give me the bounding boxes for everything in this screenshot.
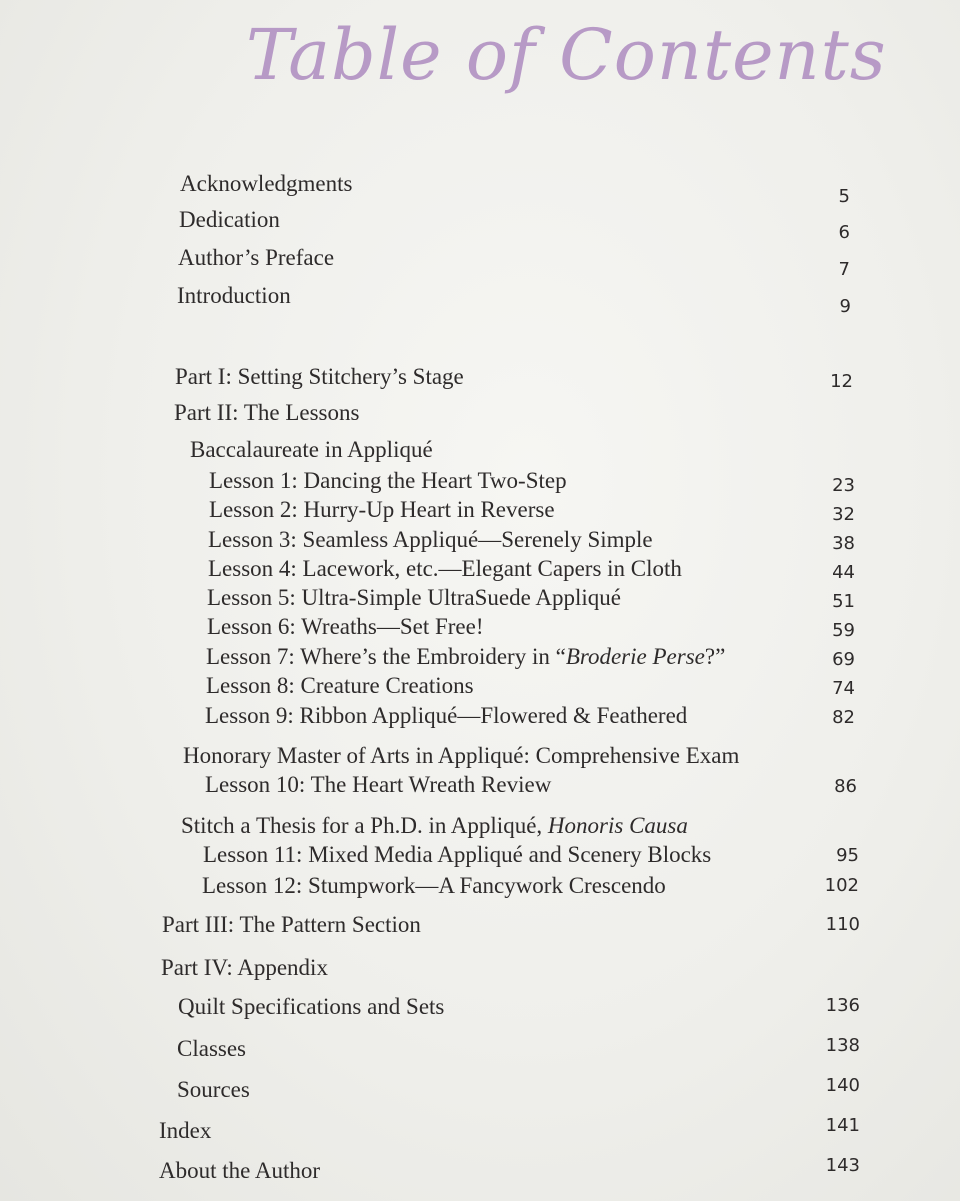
page-title: Table of Contents	[246, 14, 887, 96]
phd-heading-prefix: Stitch a Thesis for a Ph.D. in Appliqué,	[181, 813, 548, 838]
toc-page-lesson-4: 44	[832, 562, 855, 583]
toc-entry-sources: Sources	[177, 1077, 250, 1102]
toc-page-lesson-7: 69	[832, 649, 855, 670]
toc-entry-part-4: Part IV: Appendix	[161, 955, 328, 980]
toc-entry-quilt-specifications: Quilt Specifications and Sets	[178, 994, 445, 1019]
toc-entry-acknowledgments: Acknowledgments	[180, 171, 353, 196]
toc-page-classes: 138	[825, 1035, 860, 1056]
toc-page-lesson-12: 102	[824, 875, 859, 896]
toc-page-dedication: 6	[838, 222, 850, 243]
toc-subheading-masters: Honorary Master of Arts in Appliqué: Comprehensive Exam	[183, 743, 740, 768]
toc-entry-part-2: Part II: The Lessons	[174, 400, 360, 425]
toc-entry-authors-preface: Author’s Preface	[178, 245, 335, 270]
toc-page-index: 141	[825, 1115, 860, 1136]
toc-page-quilt-specifications: 136	[825, 995, 860, 1016]
toc-page-introduction: 9	[839, 296, 851, 317]
toc-page-lesson-10: 86	[834, 776, 857, 797]
toc-page-lesson-3: 38	[832, 533, 855, 554]
toc-page-lesson-6: 59	[832, 620, 855, 641]
toc-entry-lesson-3: Lesson 3: Seamless Appliqué—Serenely Simple	[208, 527, 653, 552]
lesson-7-label-suffix: ?”	[704, 644, 726, 669]
toc-entry-lesson-9: Lesson 9: Ribbon Appliqué—Flowered & Feathered	[205, 703, 688, 728]
lesson-7-label-prefix: Lesson 7: Where’s the Embroidery in “	[206, 644, 566, 669]
toc-entry-part-3: Part III: The Pattern Section	[162, 912, 421, 937]
lesson-7-label-italic: Broderie Perse	[565, 644, 705, 669]
toc-entry-lesson-6: Lesson 6: Wreaths—Set Free!	[207, 614, 484, 639]
toc-entry-lesson-7	[206, 645, 725, 668]
phd-heading-italic: Honoris Causa	[547, 813, 688, 838]
toc-page-lesson-2: 32	[832, 504, 855, 525]
toc-entry-lesson-2: Lesson 2: Hurry-Up Heart in Reverse	[209, 497, 555, 522]
toc-page-part-1: 12	[830, 371, 853, 392]
toc-page-lesson-11: 95	[836, 845, 859, 866]
toc-entry-lesson-5: Lesson 5: Ultra-Simple UltraSuede Appliqué	[207, 585, 621, 610]
toc-page-lesson-5: 51	[832, 591, 855, 612]
toc-entry-lesson-4: Lesson 4: Lacework, etc.—Elegant Capers in Cloth	[208, 556, 682, 581]
toc-entry-lesson-10: Lesson 10: The Heart Wreath Review	[205, 772, 552, 797]
toc-entry-lesson-1: Lesson 1: Dancing the Heart Two-Step	[209, 468, 567, 493]
toc-entry-index: Index	[159, 1118, 212, 1143]
toc-page-lesson-1: 23	[832, 475, 855, 496]
toc-page-about-the-author: 143	[825, 1155, 860, 1176]
toc-page-sources: 140	[825, 1075, 860, 1096]
toc-page-lesson-9: 82	[832, 707, 855, 728]
toc-subheading-phd	[181, 814, 688, 837]
toc-page-part-3: 110	[825, 914, 860, 935]
toc-entry-introduction: Introduction	[177, 283, 291, 308]
toc-entry-about-the-author: About the Author	[159, 1158, 320, 1183]
toc-subheading-baccalaureate: Baccalaureate in Appliqué	[190, 437, 433, 462]
toc-entry-lesson-12: Lesson 12: Stumpwork—A Fancywork Crescendo	[202, 873, 666, 898]
toc-entry-dedication: Dedication	[179, 207, 280, 232]
toc-entry-lesson-8: Lesson 8: Creature Creations	[206, 673, 474, 698]
toc-entry-part-1: Part I: Setting Stitchery’s Stage	[175, 364, 464, 389]
toc-page-lesson-8: 74	[832, 678, 855, 699]
toc-page-acknowledgments: 5	[838, 186, 850, 207]
toc-entry-lesson-11: Lesson 11: Mixed Media Appliqué and Scenery Blocks	[203, 842, 712, 867]
toc-entry-classes: Classes	[177, 1036, 246, 1061]
toc-page-authors-preface: 7	[838, 259, 850, 280]
